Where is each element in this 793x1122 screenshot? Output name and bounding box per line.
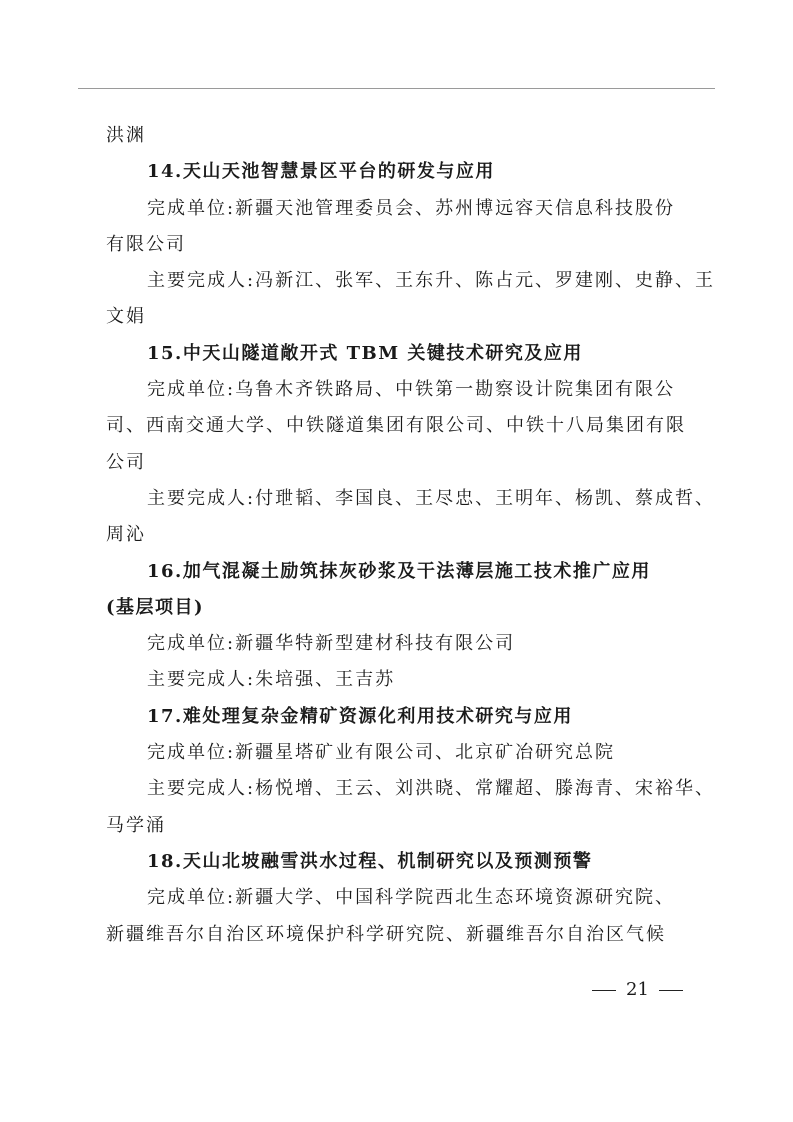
text-line: 完成单位:乌鲁木齐铁路局、中铁第一勘察设计院集团有限公 (147, 379, 676, 401)
text-line: 完成单位:新疆星塔矿业有限公司、北京矿冶研究总院 (147, 742, 616, 764)
project-heading-17: 17.难处理复杂金精矿资源化利用技术研究与应用 (147, 705, 573, 727)
project-heading-16: 16.加气混凝土励筑抹灰砂浆及干法薄层施工技术推广应用 (147, 560, 651, 582)
text-line: 洪渊 (106, 125, 146, 146)
text-line: 有限公司 (106, 233, 186, 255)
text-line: 文娟 (106, 306, 146, 328)
page-number (592, 978, 692, 1002)
document-body (106, 118, 716, 953)
dash-right (659, 990, 683, 991)
text-line: 新疆维吾尔自治区环境保护科学研究院、新疆维吾尔自治区气候 (106, 923, 666, 945)
header-rule (78, 88, 715, 89)
text-line: 主要完成人:冯新江、张军、王东升、陈占元、罗建刚、史静、王 (147, 270, 716, 292)
text-line: 公司 (106, 451, 146, 473)
text-line: 主要完成人:朱培强、王吉苏 (147, 669, 396, 691)
text-line: 完成单位:新疆天池管理委员会、苏州博远容天信息科技股份 (147, 197, 676, 219)
text-line: 司、西南交通大学、中铁隧道集团有限公司、中铁十八局集团有限 (106, 415, 686, 437)
text-line: 主要完成人:杨悦增、王云、刘洪晓、常耀超、滕海青、宋裕华、 (147, 778, 716, 800)
text-line: 主要完成人:付玴韬、李国良、王尽忠、王明年、杨凯、蔡成哲、 (147, 487, 716, 509)
text-line: 周沁 (106, 524, 146, 546)
text-line: 完成单位:新疆华特新型建材科技有限公司 (147, 633, 516, 655)
text-line: 马学涌 (106, 814, 166, 836)
project-heading-18: 18.天山北坡融雪洪水过程、机制研究以及预测预警 (147, 850, 593, 872)
project-heading-14: 14.天山天池智慧景区平台的研发与应用 (147, 161, 495, 183)
project-heading-16-cont: (基层项目) (106, 596, 205, 618)
project-heading-15: 15.中天山隧道敞开式 TBM 关键技术研究及应用 (147, 342, 583, 364)
text-line: 完成单位:新疆大学、中国科学院西北生态环境资源研究院、 (147, 887, 676, 909)
page-number-value: 21 (626, 979, 649, 1000)
dash-left (592, 990, 616, 991)
